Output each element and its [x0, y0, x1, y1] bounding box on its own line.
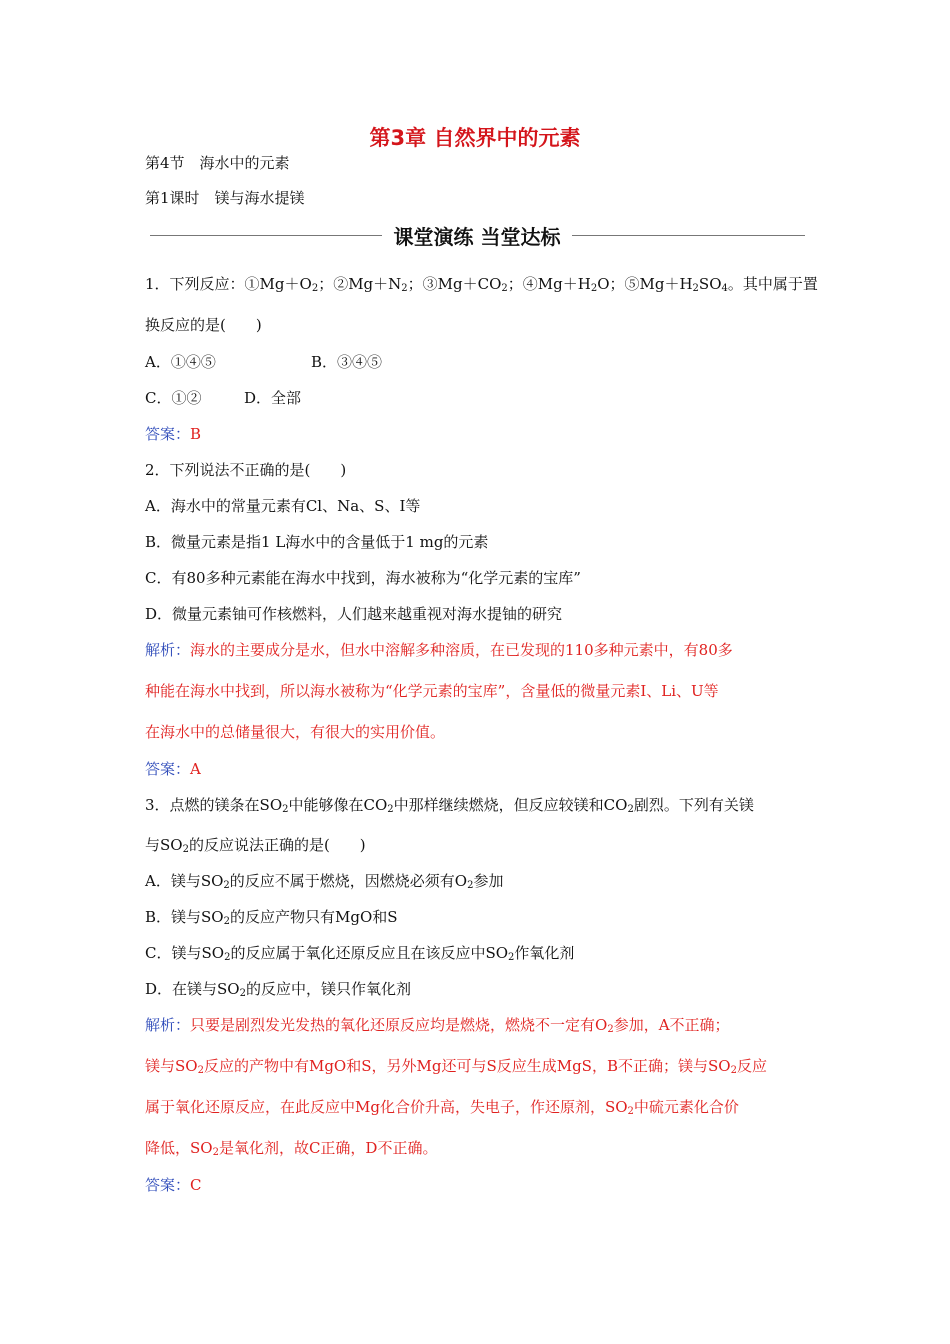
q3-option-d: D．在镁与$SO_2$的反应中，镁只作氧化剂 [145, 980, 411, 999]
answer-label: 答案： [145, 1176, 191, 1194]
q2-option-d: D．微量元素铀可作核燃料，人们越来越重视对海水提铀的研究 [145, 605, 563, 623]
q2-option-c: C．有80多种元素能在海水中找到，海水被称为“化学元素的宝库” [145, 569, 581, 587]
q3-analysis-line2: 镁与$SO_2$反应的产物中有MgO和S，另外Mg还可与S反应生成MgS，B不正确；镁与$SO_2$反应 [145, 1057, 767, 1076]
q3-analysis-line1: 解析：只要是剧烈发光发热的氧化还原反应均是燃烧，燃烧不一定有$O_2$参加，A不正确； [145, 1016, 730, 1035]
q3-answer: 答案：C [145, 1176, 202, 1194]
q3-analysis-line3: 属于氧化还原反应，在此反应中Mg化合价升高，失电子，作还原剂，$SO_2$中硫元素化合价 [145, 1098, 739, 1117]
banner-rule-right [572, 235, 805, 236]
q2-option-b: B．微量元素是指1 L海水中的含量低于1 mg的元素 [145, 533, 489, 551]
q1-stem: 1．下列反应：$①Mg+O_2$；$②Mg+N_2$；$③Mg+CO_2$；$④Mg+H_2O$；$⑤Mg+H_2SO_4$。其中属于置 [145, 275, 818, 294]
q1-answer: 答案：B [145, 425, 202, 443]
q1-option-c: C．①② [145, 389, 202, 407]
banner-title: 课堂演练 当堂达标 [393, 225, 561, 249]
q3-option-b: B．镁与$SO_2$的反应产物只有MgO和S [145, 908, 398, 927]
q2-analysis-line3: 在海水中的总储量很大，有很大的实用价值。 [145, 723, 446, 741]
chapter-title: 第3章 自然界中的元素 [369, 126, 581, 150]
banner-rule-left [150, 235, 382, 236]
q3-stem: 3．点燃的镁条在$SO_2$中能够像在$CO_2$中那样继续燃烧，但反应较镁和$CO_2$剧烈。下列有关镁 [145, 796, 754, 815]
q1-stem-line2: 换反应的是( ) [145, 316, 262, 334]
q3-option-c: C．镁与$SO_2$的反应属于氧化还原反应且在该反应中$SO_2$作氧化剂 [145, 944, 575, 963]
q3-option-a: A．镁与$SO_2$的反应不属于燃烧，因燃烧必须有$O_2$参加 [145, 872, 504, 891]
answer-label: 答案： [145, 425, 191, 443]
analysis-label: 解析： [145, 641, 191, 659]
q3-analysis-line4: 降低，$SO_2$是氧化剂，故C正确，D不正确。 [145, 1139, 438, 1158]
q2-analysis-line2: 种能在海水中找到，所以海水被称为“化学元素的宝库”，含量低的微量元素I、Li、U等 [145, 682, 719, 700]
analysis-label: 解析： [145, 1016, 191, 1034]
practice-banner [150, 220, 805, 250]
q2-stem: 2．下列说法不正确的是( ) [145, 461, 347, 479]
q1-option-b: B．③④⑤ [311, 353, 383, 371]
q3-stem-line2: 与$SO_2$的反应说法正确的是( ) [145, 836, 366, 855]
q2-answer: 答案：A [145, 760, 201, 778]
lesson-heading: 第1课时 镁与海水提镁 [145, 189, 305, 207]
answer-label: 答案： [145, 760, 191, 778]
q1-option-d: D．全部 [244, 389, 302, 407]
section-heading: 第4节 海水中的元素 [145, 154, 290, 172]
q2-option-a: A．海水中的常量元素有Cl、Na、S、I等 [145, 497, 421, 515]
q2-analysis-line1: 解析：海水的主要成分是水，但水中溶解多种溶质，在已发现的110多种元素中，有80多 [145, 641, 733, 659]
q1-option-a: A．①④⑤ [145, 353, 216, 371]
